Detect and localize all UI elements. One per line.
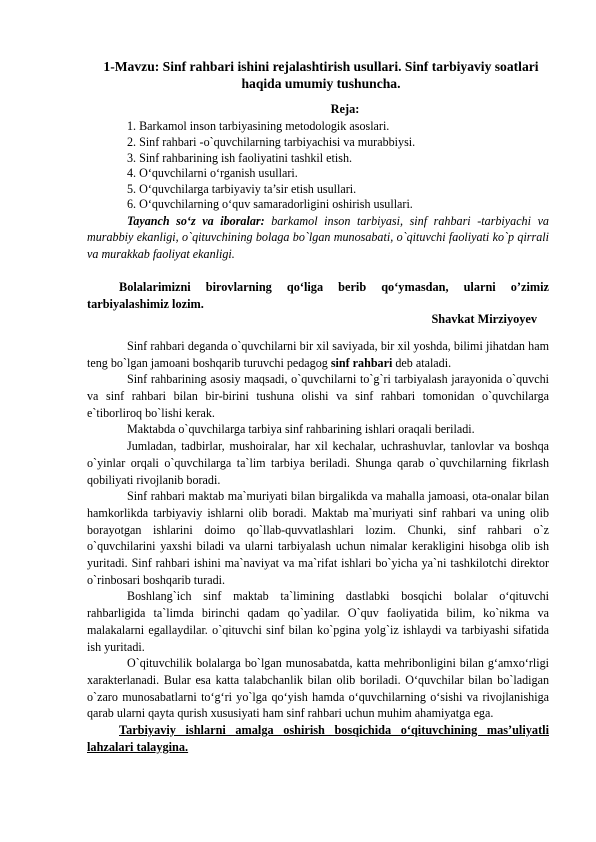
plan-list bbox=[87, 119, 549, 213]
body-paragraph: Maktabda o`quvchilarga tarbiya sinf rahbarining ishlari oraqali beriladi. bbox=[127, 422, 475, 437]
plan-item: 2. Sinf rahbari -o`quvchilarning tarbiyachisi va murabbiysi. bbox=[127, 135, 416, 149]
body-paragraph: Sinf rahbari maktab ma`muriyati bilan birgalikda va mahalla jamoasi, ota-onalar bilan hamkorlikda tarbiyaviy ishlarni olib boradi. Maktab ma`muriyati sinf rahbari va uning olib borayotgan ishlarini doimo qo`llab-quvvatlashlari lozim. Chunki, sinf rahbari o`z o`quvchilarini yaxshi biladi va ularni tarbiyalash uchun nimalar kerakligini hisobga olib ish yuritadi. Sinf rahbari ishini ma`naviyat va ma`rifat ishlari bo`yicha ya`ni tashkilotchi direktor o`rinbosari boshqarib turadi. bbox=[87, 489, 549, 587]
body-paragraph bbox=[87, 338, 549, 371]
paragraph-bold-term: sinf rahbari bbox=[330, 355, 393, 370]
body-paragraph: Boshlang`ich sinf maktab ta`limining dastlabki bosqichi bolalar o‘qituvchi rahbarligida ta`limda birinchi qadam qo`yadilar. O`quv faoliyatida bilim, ko`nikma va malakalarni egallaydilar. o`qituvchi sinf bilan ko`pgina yolg`iz ishlaydi va tarbiyashi sifatida ish yuritadi. bbox=[87, 589, 549, 654]
body-paragraph: O`qituvchilik bolalarga bo`lgan munosabatda, katta mehribonligini bilan g‘amxo‘rligi xarakterlanadi. Bular esa katta talabchanlik bilan olib boriladi. O‘quvchilar bilan bo`ladigan o`zaro munosabatlarni to‘g‘ri yo`lga qo‘yish hamda o‘quvchilarning o‘sishi va rivojlanishiga qarab ularni qayta qurish xususiyati ham sinf rahbari uchun muhim ahamiyatga ega. bbox=[87, 656, 549, 721]
paragraph-text: Sinf rahbari deganda o`quvchilarni bir xil saviyada, bir xil yoshda, bilimi jihatdan ham teng bo`lgan jamoani boshqarib turuvchi pedagog bbox=[87, 338, 549, 370]
plan-item: 3. Sinf rahbarining ish faoliyatini tashkil etish. bbox=[127, 150, 353, 165]
epigraph-quote: Bolalarimizni birovlarning qo‘liga berib qo‘ymasdan, ularni o’zimiz tarbiyalashimiz lozim. bbox=[87, 280, 549, 311]
document-page bbox=[87, 58, 549, 755]
body-paragraph: Jumladan, tadbirlar, mushoiralar, har xil kechalar, uchrashuvlar, tanlovlar va boshqa o`yinlar orqali o`quvchilarga ta`lim tarbiya beriladi. Shunga qarab o`quvchilarning fikrlash qobiliyati rivojlanib boradi. bbox=[87, 439, 549, 487]
keywords-paragraph bbox=[87, 213, 549, 263]
document-title: 1-Mavzu: Sinf rahbari ishini rejalashtirish usullari. Sinf tarbiyaviy soatlari haqida umumiy tushuncha. bbox=[103, 59, 539, 91]
paragraph-text: deb ataladi. bbox=[392, 355, 452, 370]
body-paragraph: Sinf rahbarining asosiy maqsadi, o`quvchilarni to`g`ri tarbiyalash jarayonida o`quvchi va sinf rahbari bilan bir-birini tushuna olishi va sinf rahbari tomonidan o`quvchilarga e`tiborliroq bo`lishi kerak. bbox=[87, 372, 549, 420]
plan-item: 6. O‘quvchilarning o‘quv samaradorligini oshirish usullari. bbox=[127, 197, 413, 212]
plan-item: 4. O‘quvchilarni o‘rganish usullari. bbox=[127, 166, 298, 181]
plan-item: 5. O‘quvchilarga tarbiyaviy ta’sir etish usullari. bbox=[127, 181, 357, 196]
closing-heading: Tarbiyaviy ishlarni amalga oshirish bosqichida o‘qituvchining mas’uliyatli lahzalari talaygina. bbox=[87, 723, 549, 754]
plan-heading: Reja: bbox=[330, 102, 360, 116]
keywords-text: barkamol inson tarbiyasi, sinf rahbari -tarbiyachi va murabbiy ekanligi, o`qituvchining bolaga bo`lgan munosabati, o`qituvchi faoliyati ko`p qirrali va murakkab faoliyat ekanligi. bbox=[87, 213, 549, 261]
keywords-label: Tayanch so‘z va iboralar: bbox=[127, 213, 265, 228]
plan-item: 1. Barkamol inson tarbiyasining metodologik asoslari. bbox=[127, 119, 390, 134]
epigraph-author: Shavkat Mirziyoyev bbox=[431, 312, 537, 327]
